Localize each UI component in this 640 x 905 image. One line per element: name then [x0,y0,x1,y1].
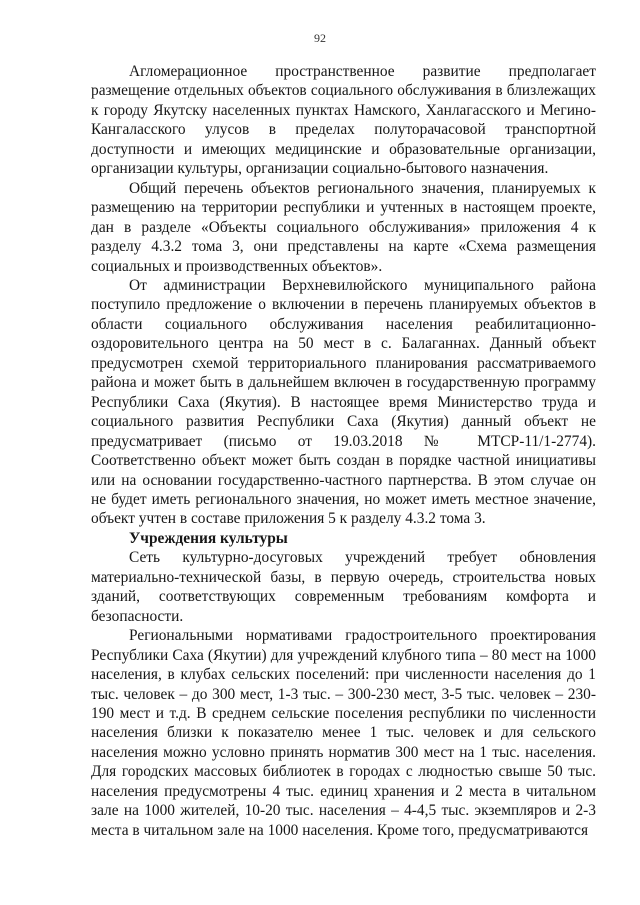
paragraph-regional-objects-list: Общий перечень объектов регионального значения, планируемых к размещению на территории республики и учтенных в настоящем проекте, дан в разделе «Объекты социального обслуживания» приложения 4 к разделу 4.3.2 тома 3, они представлены на карте «Схема размещения социальных и производственных объектов». [91,179,596,275]
section-heading-culture: Учреждения культуры [129,529,288,547]
page-number: 92 [314,31,326,45]
document-body [91,62,596,840]
paragraph-verkhnevilyuisky-proposal: От администрации Верхневилюйского муниципального района поступило предложение о включении в перечень планируемых объектов в области социального обслуживания населения реабилитационно-оздоровительного центра на 50 мест в с. Балаганнах. Данный объект предусмотрен схемой территориального планирования рассматриваемого района и может быть в дальнейшем включен в государственную программу Республики Саха (Якутия). В настоящее время Министерство труда и социального развития Республики Саха (Якутия) данный объект не предусматривает (письмо от 19.03.2018 № МТСР-11/1-2774). Соответственно объект может быть создан в порядке частной инициативы или на основании государственно-частного партнерства. В этом случае он не будет иметь регионального значения, но может иметь местное значение, объект учтен в составе приложения 5 к разделу 4.3.2 тома 3. [91,276,596,528]
paragraph-regional-standards: Региональными нормативами градостроительного проектирования Республики Саха (Якутии) для учреждений клубного типа – 80 мест на 1000 населения, в клубах сельских поселений: при численности населения до 1 тыс. человек – до 300 мест, 1-3 тыс. – 300-230 мест, 3-5 тыс. человек – 230-190 мест и т.д. В среднем сельские поселения республики по численности населения близки к показателю менее 1 тыс. человек и для сельского населения можно условно принять норматив 300 мест на 1 тыс. населения. Для городских массовых библиотек в городах с людностью свыше 50 тыс. населения предусмотрены 4 тыс. единиц хранения и 2 места в читальном зале на 1000 жителей, 10-20 тыс. населения – 4-4,5 тыс. экземпляров и 2-3 места в читальном зале на 1000 населения. Кроме того, предусматриваются [91,627,596,839]
paragraph-agglomeration: Агломерационное пространственное развитие предполагает размещение отдельных объектов социального обслуживания в близлежащих к городу Якутску населенных пунктах Намского, Ханлагасского и Мегино-Кангаласского улусов в пределах полуторачасовой транспортной доступности и имеющих медицинские и образовательные организации, организации культуры, организации социально-бытового назначения. [91,63,596,178]
paragraph-cultural-network: Сеть культурно-досуговых учреждений требует обновления материально-технической базы, в первую очередь, строительства новых зданий, соответствующих современным требованиям комфорта и безопасности. [91,549,596,625]
